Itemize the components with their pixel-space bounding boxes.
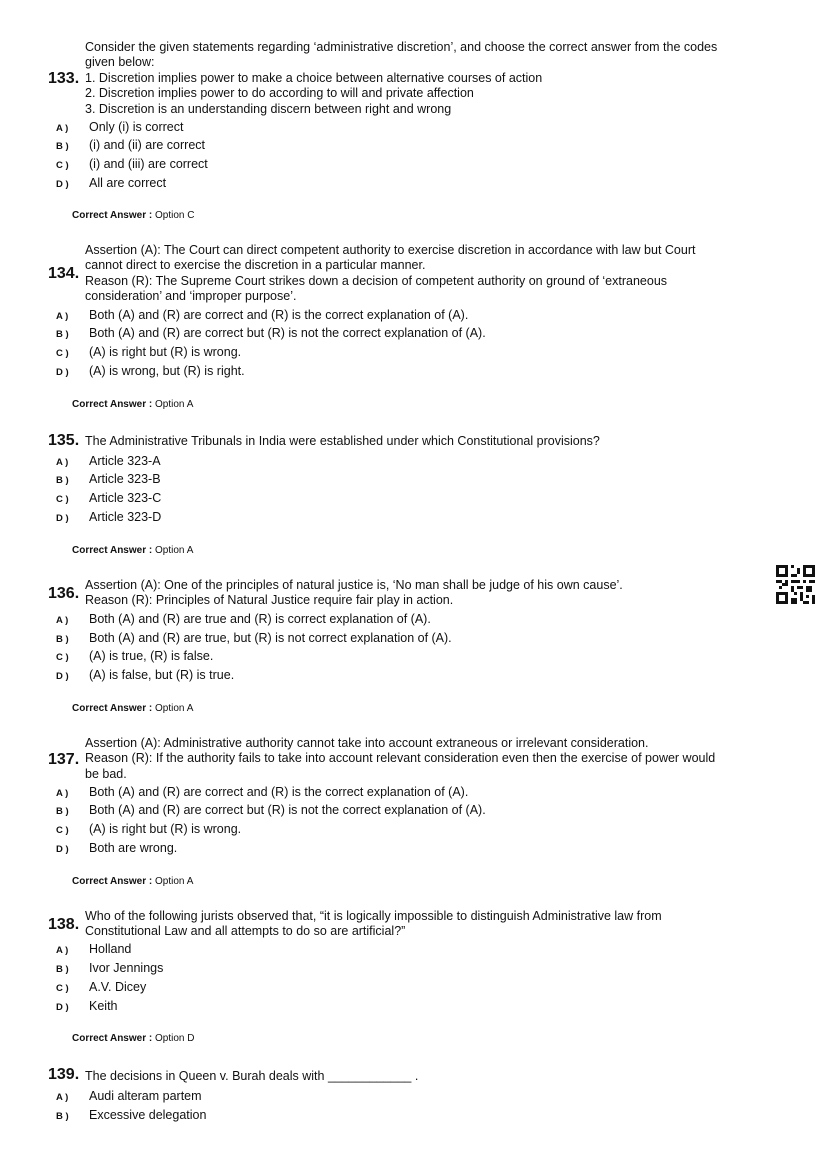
question-number: 137. (48, 751, 80, 768)
question-number: 138. (48, 916, 80, 933)
question-stem: Consider the given statements regarding ‘administrative discretion’, and choose the correct answer from the codes given below: 1. Discretion implies power to make a choice between alternative courses of action 2. Discretion implies power to do according to will and private affection 3. Discretion is an understanding discern between right and wrong (85, 40, 718, 116)
option-b: B ) Article 323-B (56, 472, 161, 486)
option-b: B ) (i) and (ii) are correct (56, 138, 205, 152)
question-number: 134. (48, 265, 80, 282)
option-c: C ) (i) and (iii) are correct (56, 157, 208, 171)
correct-answer: Correct Answer : Option A (72, 399, 194, 410)
option-a: A ) Both (A) and (R) are true and (R) is correct explanation of (A). (56, 612, 431, 626)
option-b: B ) Both (A) and (R) are true, but (R) is not correct explanation of (A). (56, 631, 452, 645)
option-c: C ) (A) is right but (R) is wrong. (56, 822, 242, 836)
option-a: A ) Article 323-A (56, 454, 161, 468)
question-number: 136. (48, 585, 80, 602)
option-b: B ) Excessive delegation (56, 1108, 207, 1122)
option-b: B ) Ivor Jennings (56, 961, 164, 975)
option-c: C ) Article 323-C (56, 491, 162, 505)
correct-answer: Correct Answer : Option A (72, 876, 194, 887)
option-a: A ) Both (A) and (R) are correct and (R) is the correct explanation of (A). (56, 308, 469, 322)
question-stem: The decisions in Queen v. Burah deals with ____________ . (85, 1069, 419, 1083)
option-d: D ) Both are wrong. (56, 841, 178, 855)
question-stem: Assertion (A): Administrative authority cannot take into account extraneous or irrelevant consideration. Reason (R): If the authority fails to take into account relevant consideration even then the exercise of power would be bad. (85, 736, 716, 781)
correct-answer: Correct Answer : Option A (72, 703, 194, 714)
question-stem: Assertion (A): The Court can direct competent authority to exercise discretion in accordance with law but Court cannot direct to exercise the discretion in a particular manner. Reason (R): The Supreme Court strikes down a decision of competent authority on ground of ‘extraneous consideration’ and ‘improper purpose’. (85, 243, 696, 304)
option-c: C ) (A) is true, (R) is false. (56, 649, 214, 663)
question-stem: Assertion (A): One of the principles of natural justice is, ‘No man shall be judge of his own cause’. Reason (R): Principles of Natural Justice require fair play in action. (85, 578, 623, 608)
question-number: 133. (48, 70, 80, 87)
option-b: B ) Both (A) and (R) are correct but (R) is not the correct explanation of (A). (56, 326, 486, 340)
option-a: A ) Both (A) and (R) are correct and (R) is the correct explanation of (A). (56, 785, 469, 799)
option-d: D ) Article 323-D (56, 510, 162, 524)
correct-answer: Correct Answer : Option A (72, 545, 194, 556)
option-a: A ) Holland (56, 942, 132, 956)
question-number: 135. (48, 432, 80, 449)
question-stem: Who of the following jurists observed that, “it is logically impossible to distinguish Administrative law from Constitutional Law and all attempts to do so are artificial?” (85, 909, 662, 939)
option-a: A ) Only (i) is correct (56, 120, 184, 134)
option-c: C ) (A) is right but (R) is wrong. (56, 345, 242, 359)
option-a: A ) Audi alteram partem (56, 1089, 202, 1103)
correct-answer: Correct Answer : Option C (72, 210, 195, 221)
option-b: B ) Both (A) and (R) are correct but (R) is not the correct explanation of (A). (56, 803, 486, 817)
question-stem: The Administrative Tribunals in India were established under which Constitutional provisions? (85, 434, 600, 448)
question-number: 139. (48, 1066, 80, 1083)
option-d: D ) Keith (56, 999, 118, 1013)
option-d: D ) (A) is wrong, but (R) is right. (56, 364, 245, 378)
option-d: D ) (A) is false, but (R) is true. (56, 668, 235, 682)
option-d: D ) All are correct (56, 176, 167, 190)
option-c: C ) A.V. Dicey (56, 980, 147, 994)
correct-answer: Correct Answer : Option D (72, 1033, 195, 1044)
